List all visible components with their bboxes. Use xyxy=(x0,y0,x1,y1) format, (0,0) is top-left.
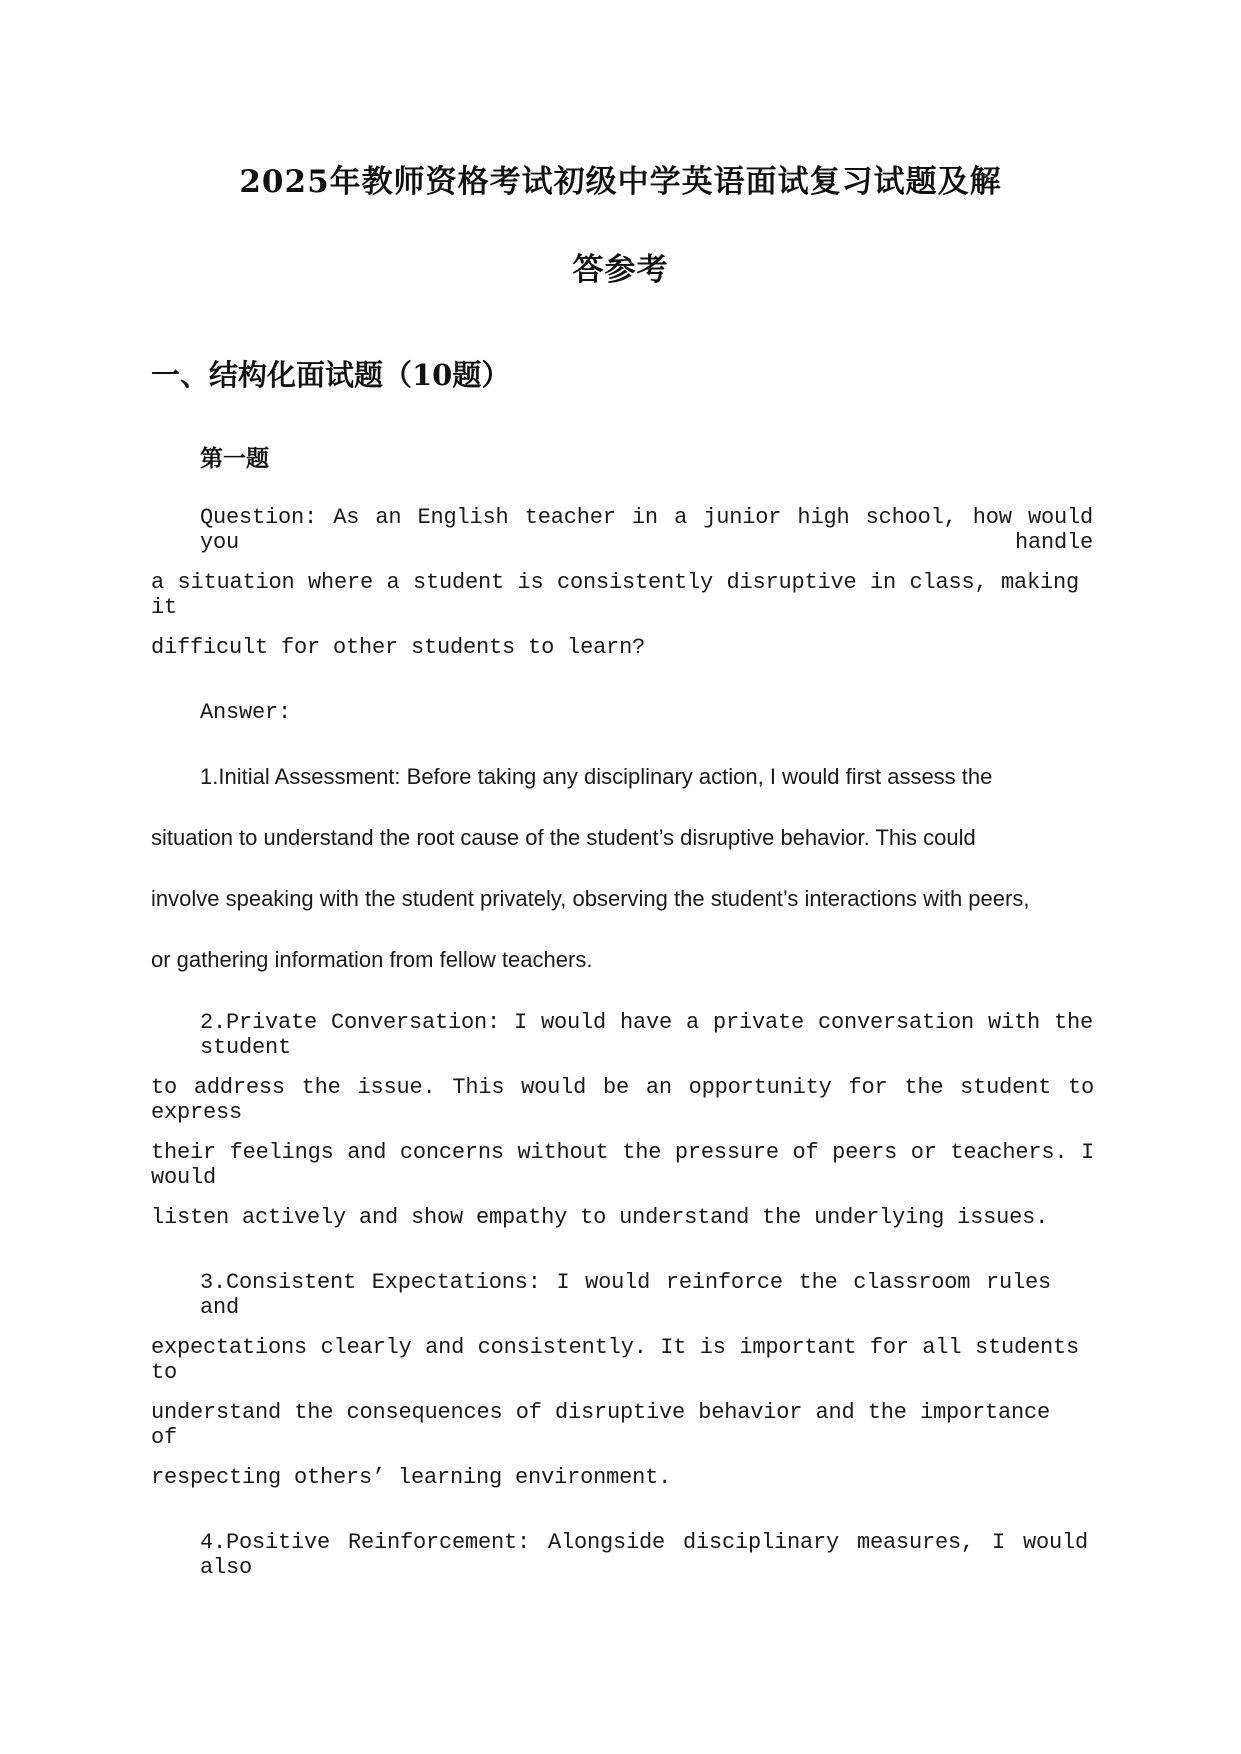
question-line-2: a situation where a student is consistently disruptive in class, making it xyxy=(151,570,1079,620)
answer-point-2-line-3: their feelings and concerns without the pressure of peers or teachers. I would xyxy=(151,1140,1094,1190)
section-heading: 一、结构化面试题（10题） xyxy=(151,358,511,392)
answer-point-2-line-4: listen actively and show empathy to understand the underlying issues. xyxy=(151,1205,1049,1230)
answer-point-3-line-2: expectations clearly and consistently. It is important for all students to xyxy=(151,1335,1079,1385)
question-label: 第一题 xyxy=(200,445,269,472)
answer-label: Answer: xyxy=(200,700,292,725)
document-title-line-1: 2025年教师资格考试初级中学英语面试复习试题及解 xyxy=(239,164,1002,200)
answer-point-2-line-2: to address the issue. This would be an opportunity for the student to express xyxy=(151,1075,1094,1125)
answer-point-1-line-4: or gathering information from fellow teachers. xyxy=(151,947,593,972)
answer-point-1-line-2: situation to understand the root cause of the student’s disruptive behavior. This could xyxy=(151,825,976,850)
answer-point-1-line-3: involve speaking with the student privately, observing the student’s interactions with peers, xyxy=(151,886,1030,911)
question-line-1: Question: As an English teacher in a junior high school, how would you handle xyxy=(200,505,1093,555)
answer-point-3-line-4: respecting others’ learning environment. xyxy=(151,1465,672,1490)
answer-point-2-line-1: 2.Private Conversation: I would have a private conversation with the student xyxy=(200,1010,1093,1060)
document-title-line-2: 答参考 xyxy=(572,252,669,288)
answer-point-4-line-1: 4.Positive Reinforcement: Alongside disciplinary measures, I would also xyxy=(200,1530,1088,1580)
answer-point-1-line-1: 1.Initial Assessment: Before taking any disciplinary action, I would first assess the xyxy=(200,764,993,789)
answer-point-3-line-3: understand the consequences of disruptive behavior and the importance of xyxy=(151,1400,1050,1450)
question-line-3: difficult for other students to learn? xyxy=(151,635,646,660)
answer-point-3-line-1: 3.Consistent Expectations: I would reinforce the classroom rules and xyxy=(200,1270,1051,1320)
